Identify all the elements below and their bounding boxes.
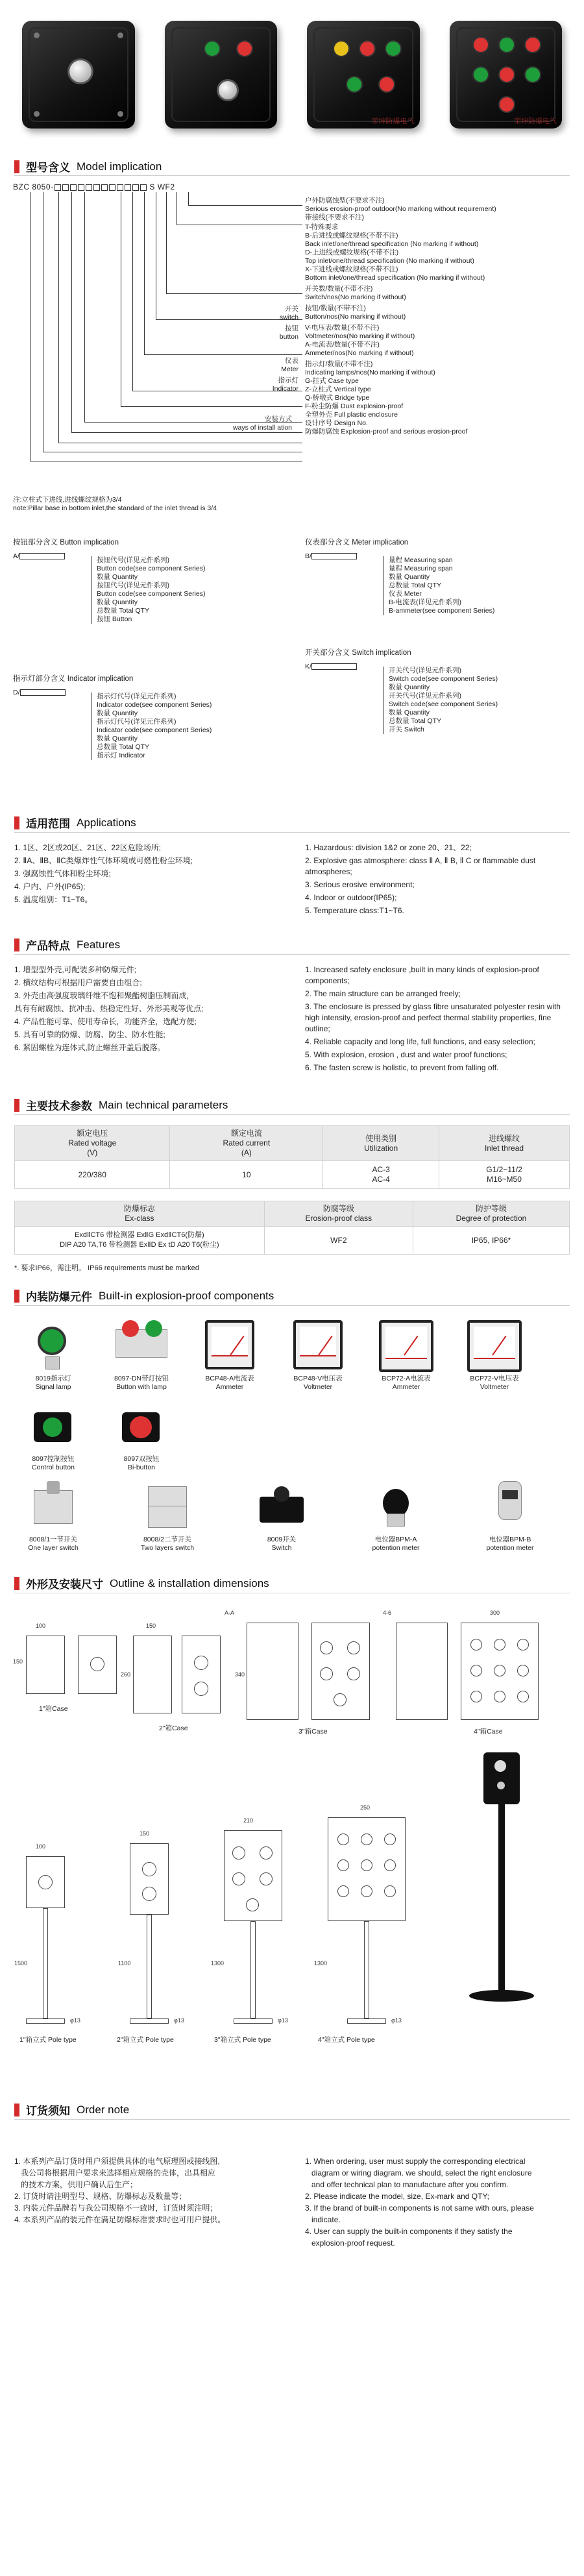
order-notes-zh: 1. 本系列产品订货时用户须提供具体的电气原理图或接线图, 我公司将根据用户要求来选择相应规格的壳体，出具相应 的技术方案，供用户确认后生产； 2. 订货时请注明型号、规格、防爆标志及数量等； 3. 内装元件品牌若与我公司规格不一致时，订货时须注明； 4. 本系列产品的装元件在满足防爆标准要求时也可用户提供。 [14, 2157, 226, 2224]
model-note-zh: 注:立柱式下进线,进线螺纹规格为3/4 [13, 496, 122, 504]
pole-caption-4: 4"箱立式 Pole type [318, 2036, 375, 2044]
side-label-button: 按钮 button [279, 325, 298, 341]
legend-3-zh: B-后进线或螺纹规格(不带不注) [305, 232, 398, 239]
component-bi-button: 8097双按钮 Bi-button [103, 1397, 180, 1472]
legend-9-en: Ammeter/nos(No marking if without) [305, 349, 414, 357]
legend-12: Z-立柱式 Vertical type [305, 386, 371, 393]
legend-6-zh: 开关数/数量(不带不注) [305, 285, 373, 293]
section-title-en: Order note [77, 2103, 130, 2116]
section-order-heading [14, 2102, 129, 2118]
section-title-en: Main technical parameters [99, 1098, 228, 1111]
component-one-layer-switch: 8008/1一节开关 One layer switch [14, 1477, 92, 1552]
section-applications-heading [14, 815, 136, 831]
tech-th-exclass: 防爆标志 Ex-class [15, 1201, 265, 1227]
pole-caption-1: 1"箱立式 Pole type [19, 2036, 77, 2044]
legend-6-en: Switch/nos(No marking if without) [305, 293, 406, 301]
case-caption-4: 4"箱Case [474, 1728, 503, 1736]
indicator-implication: 指示灯部分含义 Indicator implication D/ 指示灯代号(详见元件系列) Indicator code(see component Series) 数量 Quantity 指示灯代号(详见元件系列) Indicator code(see component Series) 数量 Quantity 总数量 Total QTY 指示灯 Indicator [13, 675, 273, 760]
side-label-install: 安装方式 ways of install ation [232, 415, 292, 432]
model-legend [305, 197, 578, 436]
product-photo-3 [298, 12, 429, 148]
legend-9-zh: A-电流表/数量(不带不注) [305, 341, 380, 349]
section-title-zh: 适用范围 [26, 818, 70, 830]
component-ammeter-48: BCP48-A电流表 Ammeter [191, 1316, 269, 1392]
tech-note: *. 要求IP66，需注明。 IP66 requirements must be marked [14, 1264, 199, 1272]
tech-th-current: 额定电流 Rated current (A) [170, 1126, 323, 1161]
legend-1-zh: 带接线(不要求不注) [305, 214, 364, 221]
legend-4-en: Top inlet/one/thread specification (No marking if without) [305, 257, 474, 265]
pole-caption-2: 2"箱立式 Pole type [117, 2036, 174, 2044]
section-outline-heading [14, 1575, 269, 1591]
section-title-en: Applications [77, 816, 136, 829]
features-en: 1. Increased safety enclosure ,built in many kinds of explosion-proof components; 2. The main structure can be arranged freely; 3. The enclosure is pressed by glass fibre unsaturated polyester resin with high intensity, erosion-proof and perfect thermal stability properties, fine outline; 4. Reliable capacity and long life, full functions, and easy selection; 5. With explosion, erosion , dust and water proof functions; 6. The fasten screw is holistic, to prevent from falling off. [305, 965, 561, 1072]
component-potentiometer-b: 电位器BPM-B potention meter [471, 1477, 549, 1552]
tech-table-2 [14, 1201, 570, 1255]
component-button-with-lamp: 8097-DN带灯按钮 Button with lamp [103, 1316, 180, 1392]
component-signal-lamp: 8019指示灯 Signal lamp [14, 1316, 92, 1392]
switch-implication: 开关部分含义 Switch implication K/ 开关代号(详见元件系列) Switch code(see component Series) 数量 Quantity 开关代号(详见元件系列) Switch code(see component Series) 数量 Quantity 总数量 Total QTY 开关 Switch [305, 649, 565, 734]
legend-8-en: Voltmeter/nos(No marking if without) [305, 332, 415, 340]
button-impl-title: 按钮部分含义 Button implication [13, 539, 119, 546]
side-label-indicator: 指示灯 Indicator [272, 376, 298, 393]
tech-td-exclass: ExdⅡCT6 带检测器 ExⅡG ExdⅡCT6(防爆) DIP A20 TA,T6 带检测器 ExⅡD Ex tD A20 T6(粉尘) [15, 1227, 265, 1255]
legend-10-zh: 指示灯/数量(不带不注) [305, 360, 373, 368]
pole-caption-3: 3"箱立式 Pole type [214, 2036, 271, 2044]
section-technical-heading [14, 1097, 228, 1113]
legend-5-en: Bottom inlet/one/thread specification (No marking if without) [305, 274, 485, 282]
case-caption-1: 1"箱Case [39, 1705, 68, 1713]
section-title-zh: 外形及安装尺寸 [26, 1578, 103, 1591]
tech-td-current: 10 [170, 1161, 323, 1189]
section-title-en: Features [77, 938, 121, 951]
tech-th-protection: 防护等级 Degree of protection [413, 1201, 569, 1227]
features-zh: 1. 增型型外壳,可配装多种防爆元件; 2. 横纹结构可根据用户需要自由组合; 3. 外壳由高强度玻璃纤维不饱和聚酯树脂压制而成， 具有有耐腐蚀、抗冲击、热稳定性好、外形美观等优点; 4. 产品性能可靠、使用寿命长，功能齐全，选配方便; 5. 具有可靠的防爆、防腐、防尘、防水性能; 6. 紧固螺栓为连体式,防止螺丝开盖后脱落。 [14, 965, 204, 1052]
indicator-impl-title: 指示灯部分含义 Indicator implication [13, 675, 134, 683]
section-model-heading [14, 158, 162, 175]
model-code-prefix: BZC 8050- [13, 182, 54, 191]
product-photo-1 [13, 12, 144, 148]
model-note-en: note:Pillar base in bottom inlet,the standard of the inlet thread is 3/4 [13, 504, 217, 512]
legend-10-en: Indicating lamps/nos(No marking if without) [305, 369, 435, 376]
tech-td-protection: IP65, IP66* [413, 1227, 569, 1255]
applications-zh: 1. 1区、2区或20区、21区、22区危险场所; 2. ⅡA、ⅡB、ⅡC类爆炸性气体环境或可燃性粉尘环境; 3. 强腐蚀性气体和粉尘环境; 4. 户内、户外(IP65); 5. 温度组别：T1~T6。 [14, 843, 193, 904]
component-voltmeter-48: BCP48-V电压表 Voltmeter [279, 1316, 357, 1392]
legend-0-en: Serious erosion-proof outdoor(No marking without requirement) [305, 205, 496, 213]
legend-7-zh: 按钮/数量(不带不注) [305, 304, 366, 312]
watermark-text: 荣坤防爆电气 [371, 117, 415, 125]
legend-0-zh: 户外防腐蚀型(不要求不注) [305, 197, 385, 204]
legend-15: 全塑外壳 Full plastic enclosure [305, 411, 398, 419]
tech-td-voltage: 220/380 [15, 1161, 170, 1189]
product-page: 荣坤防爆电气 荣坤防爆电气 型号含义 Model implication BZC 8050- S WF2 户外防腐蚀型(不要求不注) Serious erosion-proof outdoor(No marking without requirement) 带接线(不要求不注) T-特殊要求 B-后进线或螺纹规格(不带不注) Back inlet/one/thread specification (No marking if without) D-上进线或螺纹规格(不带不注) Top inlet/one/thread specification (No marking if without) X-下进线或螺纹规格(不带不注) Bottom inlet/one/thread specification (No marking if without) 开关数/数量(不带不注) Switch/nos(No marking if without) 按钮/数量(不带不注) Button/nos(No marking if without) V-电压表/数量(不带不注) Voltmeter/nos(No marking if without) A-电流表/数量(不带不注) Ammeter/nos(No marking if without) 指示灯/数量(不带不注) Indicating lamps/nos(No marking if without) G-挂式 Case type Z-立柱式 Vertical type Q-桥墩式 Bridge type F-粉尘防爆 Dust explosion-proof 全塑外壳 Full plastic enclosure 设计序号 Design No. 防爆防腐蚀 Explosion-proof and serious erosion-proof 开关 switch 按钮 button 仪表 Meter 指示灯 Indicator 安装方式 ways of install ation 注:立柱式下进线,进线螺纹规格为3/4 note:Pillar base in bottom inlet,the standard of the inlet thread is 3/4 按钮部分含义 Button implication A/ 按钮代号(详见元件系列) Button code(see component Series) 数量 Quantity 按钮代号(详见元件系列) Button code(see component Series) 数量 Quantity 总数量 Total QTY 按钮 Button 仪表部分含义 Meter implication B/ 量程 Measuring span 量程 Measuring span 数量 Quantity 总数量 Total QTY 仪表 Meter B-电流表(详见元件系列) B-ammeter(see component Series) 指示灯部分含义 Indicator implication D/ 指示灯代号(详见元件系列) Indicator code(see component Series) 数量 Quantity 指示灯代号(详见元件系列) Indicator code(see component Series) 数量 Quantity 总数量 Total QTY 指示灯 Indicator 开关部分含义 Switch implication K/ 开关代号(详见元件系列) Switch code(see component Series) 数量 Quantity 开关代号(详见元件系列) Switch code(see component Series) 数量 Quantity 总数量 Total QTY 开关 Switch 适用范围 Applications 1. 1区、2区或20区、21区、22区危险场所; 2. ⅡA、ⅡB、ⅡC类爆炸性气体环境或可燃性粉尘环境; 3. 强腐蚀性气体和粉尘环境; 4. 户内、户外(IP65); 5. 温度组别：T1~T6。 1. Hazardous: division 1&2 or zone 20、21、22; 2. Explosive gas atmosphere: class Ⅱ A, Ⅱ B, Ⅱ C or flammable dust atmospheres; 3. Serious erosive environment; 4. Indoor or outdoor(IP65); 5. Temperature class:T1~T6. 产品特点 Features 1. 增型型外壳,可配装多种防爆元件; 2. 横纹结构可根据用户需要自由组合; 3. 外壳由高强度玻璃纤维不饱和聚酯树脂压制而成， 具有有耐腐蚀、抗冲击、热稳定性好、外形美观等优点; 4. 产品性能可靠、使用寿命长，功能齐全，选配方便; 5. 具有可靠的防爆、防腐、防尘、防水性能; 6. 紧固螺栓为连体式,防止螺丝开盖后脱落。 1. Increased safety enclosure ,built in many kinds of explosion-proof components; 2. The main structure can be arranged freely; 3. The enclosure is pressed by glass fibre unsaturated polyester resin with high intensity, erosion-proof and perfect thermal stability properties, fine outline; 4. Reliable capacity and long life, full functions, and easy selection; 5. With explosion, erosion , dust and water proof functions; 6. The fasten screw is holistic, to prevent from falling off. 主要技术参数 Main technical parameters 额定电压 Rated voltage (V) 额定电流 Rated current (A) 使用类别 Utilization 进线螺纹 Inlet thread 220/380 10 AC-3 AC-4 G1/2~11/2 M16~M50 防爆标志 Ex-class 防腐等级 Erosion-proof class 防护等级 Degree of protection ExdⅡCT6 带检测器 ExⅡG ExdⅡCT6(防爆) DIP A20 TA,T6 带检测器 ExⅡD Ex tD A20 T6(粉尘) WF2 IP65, IP66* *. 要求IP66，需注明。 IP66 requirements must be marked 内装防爆元件 Built-in explosion-proof components 8019指示灯 Signal lamp 8097-DN带灯按钮 Button with lamp BCP48-A电流表 Ammeter BCP48-V电压表 Voltmeter BCP72-A电流表 Ammeter BCP72-V电压表 Voltmeter 8097控制按钮 Control button 8097双按钮 Bi-button 8008/1一节开关 One layer switch 8008/2二节开关 Two layers switch 8009开关 Switch 电位器BPM-A potention meter 电位器BPM-B potention meter 外形及安装尺寸 Outline & installation dimensions 100 150 1"箱Case 150 260 2"箱Case A-A 340 3"箱Case 4-6 300 4"箱Case 100 1500 φ13 1"箱立式 Pole type 150 1100 φ13 2"箱立式 Pole type 210 1300 φ13 3"箱立式 Pole type 250 1300 φ13 4"箱立式 Pole type 订货须知 Order note 1. 本系列产品订货时用户须提供具体的电气原理图或接线图, 我公司将根据用户要求来选择相应规格的壳体，出具相应 的技术方案，供用户确认后生产； 2. 订货时请注明型号、规格、防爆标志及数量等； 3. 内装元件品牌若与我公司规格不一致时，订货时须注明； 4. 本系列产品的装元件在满足防爆标准要求时也可用户提供。 1. When ordering, user must supply the corresponding electrical diagram or wiring diagram. we should, select the right enclosure and offer technical plan to manufacture after you confirm. 2. Please indicate the model, size, Ex-mark and QTY; 3. If the brand of built-in components is not same with ours, please indicate. 4. User can supply the built-in components if they satisfy the explosion-proof request. [0, 0, 584, 2576]
legend-2-zh: T-特殊要求 [305, 223, 339, 231]
legend-13: Q-桥墩式 Bridge type [305, 394, 370, 402]
component-control-button: 8097控制按钮 Control button [14, 1397, 92, 1472]
model-code [13, 182, 175, 191]
section-features-heading [14, 937, 120, 953]
model-note [13, 496, 217, 513]
component-two-layers-switch: 8008/2二节开关 Two layers switch [128, 1477, 206, 1552]
legend-3-en: Back inlet/one/thread specification (No marking if without) [305, 240, 479, 248]
meter-implication: 仪表部分含义 Meter implication B/ 量程 Measuring span 量程 Measuring span 数量 Quantity 总数量 Total QTY 仪表 Meter B-电流表(详见元件系列) B-ammeter(see component Series) [305, 539, 565, 615]
section-title-en: Model implication [77, 160, 162, 173]
tech-th-erosion: 防腐等级 Erosion-proof class [264, 1201, 413, 1227]
tech-th-voltage: 额定电压 Rated voltage (V) [15, 1126, 170, 1161]
section-title-zh: 内装防爆元件 [26, 1291, 92, 1303]
product-photo-row [13, 12, 571, 148]
product-photo-2 [156, 12, 287, 148]
section-title-zh: 订货须知 [26, 2105, 70, 2117]
component-ammeter-72: BCP72-A电流表 Ammeter [367, 1316, 445, 1392]
legend-8-zh: V-电压表/数量(不带不注) [305, 324, 380, 332]
side-label-switch: 开关 switch [279, 305, 298, 321]
legend-14: F-粉尘防爆 Dust explosion-proof [305, 402, 404, 410]
order-notes-en: 1. When ordering, user must supply the corresponding electrical diagram or wiring diagram. we should, select the right enclosure and offer technical plan to manufacture after you confirm. 2. Please indicate the model, size, Ex-mark and QTY; 3. If the brand of built-in components is not same with ours, please indicate. 4. User can supply the built-in components if they satisfy the explosion-proof request. [305, 2157, 534, 2248]
section-title-zh: 型号含义 [26, 162, 70, 174]
section-components-heading [14, 1288, 274, 1304]
section-title-en: Built-in explosion-proof components [99, 1289, 274, 1302]
legend-16: 设计序号 Design No. [305, 419, 368, 427]
legend-11: G-挂式 Case type [305, 377, 359, 385]
side-label-meter: 仪表 Meter [281, 357, 298, 373]
section-title-zh: 产品特点 [26, 940, 70, 952]
watermark-text: 荣坤防爆电气 [514, 117, 557, 125]
meter-impl-title: 仪表部分含义 Meter implication [305, 539, 409, 546]
button-implication: 按钮部分含义 Button implication A/ 按钮代号(详见元件系列) Button code(see component Series) 数量 Quantity 按钮代号(详见元件系列) Button code(see component Series) 数量 Quantity 总数量 Total QTY 按钮 Button [13, 539, 273, 624]
tech-th-utilization: 使用类别 Utilization [323, 1126, 439, 1161]
tech-td-utilization: AC-3 AC-4 [323, 1161, 439, 1189]
tech-th-inlet: 进线螺纹 Inlet thread [439, 1126, 570, 1161]
legend-5-zh: X-下进线或螺纹规格(不带不注) [305, 265, 398, 273]
section-title-zh: 主要技术参数 [26, 1100, 92, 1112]
applications-en: 1. Hazardous: division 1&2 or zone 20、21、22; 2. Explosive gas atmosphere: class Ⅱ A, Ⅱ B, Ⅱ C or flammable dust atmospheres; 3. Serious erosive environment; 4. Indoor or outdoor(IP65); 5. Temperature class:T1~T6. [305, 843, 536, 915]
case-caption-2: 2"箱Case [159, 1724, 188, 1732]
tech-table-1 [14, 1125, 570, 1189]
legend-7-en: Button/nos(No marking if without) [305, 313, 406, 321]
component-voltmeter-72: BCP72-V电压表 Voltmeter [456, 1316, 533, 1392]
legend-4-zh: D-上进线或螺纹规格(不带不注) [305, 249, 399, 256]
legend-17: 防爆防腐蚀 Explosion-proof and serious erosion-proof [305, 428, 468, 435]
case-caption-3: 3"箱Case [298, 1728, 328, 1736]
model-code-tail: S WF2 [149, 182, 175, 191]
component-potentiometer-a: 电位器BPM-A potention meter [357, 1477, 435, 1552]
tech-td-inlet: G1/2~11/2 M16~M50 [439, 1161, 570, 1189]
section-title-en: Outline & installation dimensions [110, 1576, 269, 1589]
tech-td-erosion: WF2 [264, 1227, 413, 1255]
switch-impl-title: 开关部分含义 Switch implication [305, 649, 411, 657]
product-photo-4 [441, 12, 572, 148]
component-switch: 8009开关 Switch [243, 1477, 321, 1552]
